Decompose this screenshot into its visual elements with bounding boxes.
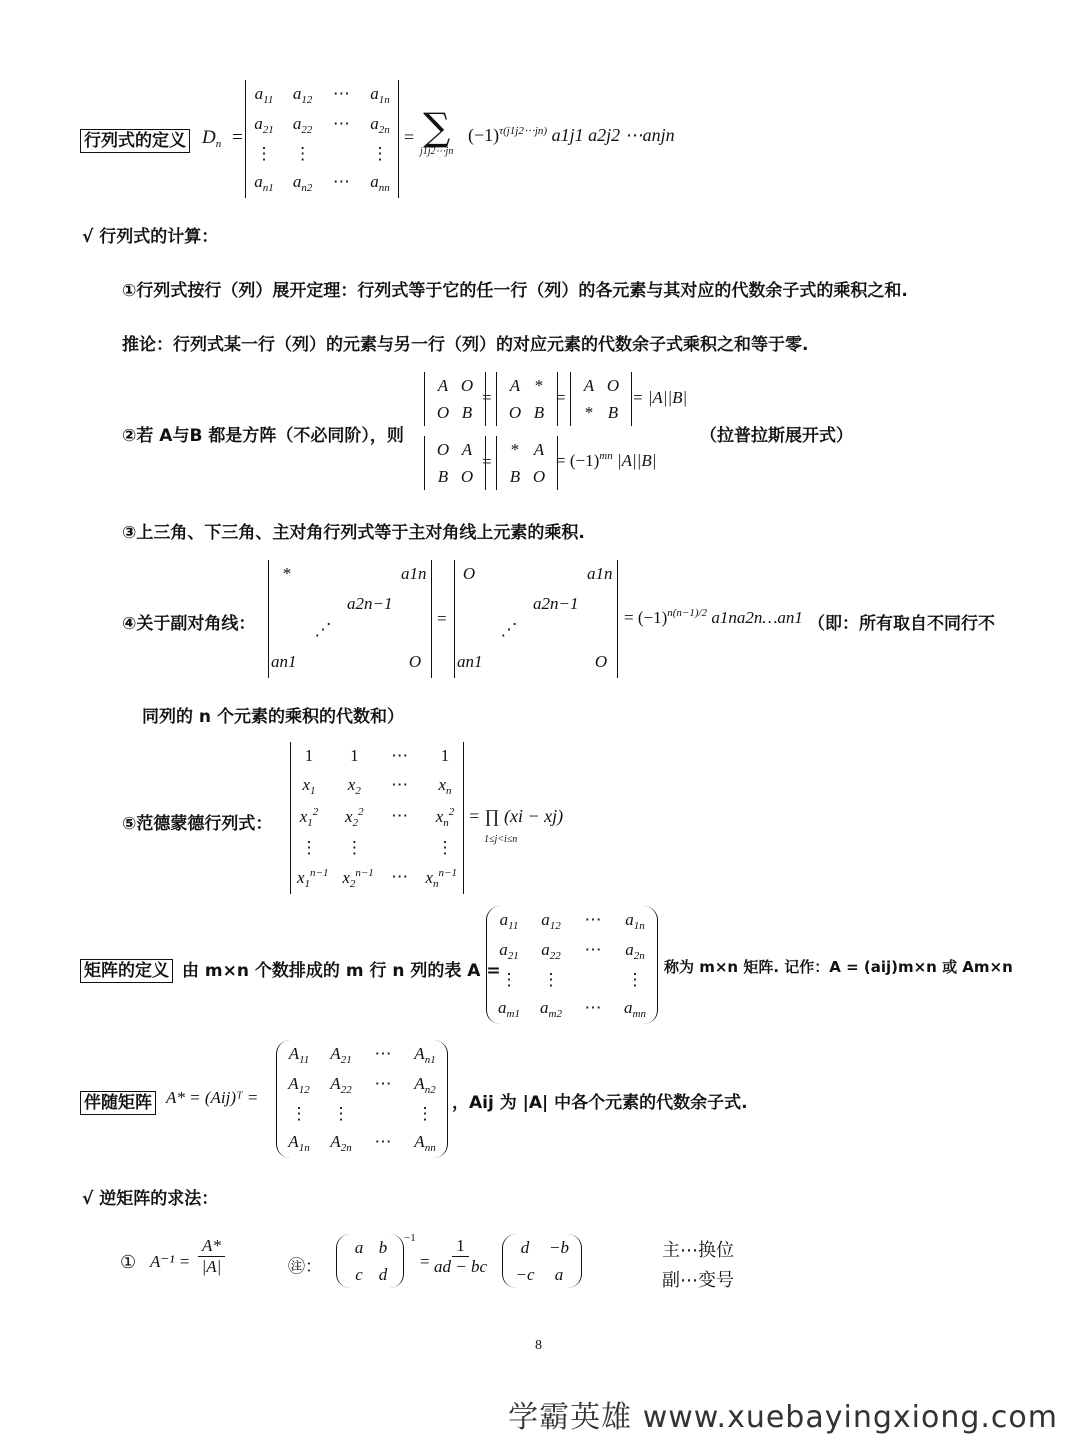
vandermonde-rhs: = ∏ (xi − xj) bbox=[468, 806, 564, 826]
laplace-note: （拉普拉斯展开式） bbox=[700, 426, 853, 446]
item2-text: ②若 A与B 都是方阵（不必同阶），则 bbox=[122, 426, 404, 446]
item4-det2: O a1n a2n−1 ⋰ an1 O bbox=[454, 560, 618, 678]
det-def-matrix: $a_{11}$ $a_{12}$ ⋯ $a_{1n}$ $a_{21}$ $a_{22}$ ⋯ $a_{2n}$ ⋮ ⋮ ⋮ $a_{n1}$ $a_{n2}$ ⋯ $a_{nn}$ bbox=[245, 80, 399, 198]
item2-row2-eq: = $(-1)^{mn}$ |A||B| bbox=[556, 450, 657, 470]
vandermonde-matrix: 1 1 ⋯ 1 $x_1$ $x_2$ ⋯ $x_n$ $x_1^2$ $x_2^2$ ⋯ $x_n^2$ ⋮ ⋮ ⋮ $x_1^{n-1}$ $x_2^{n-1}$ ⋯ $x_n^{n-1}$ bbox=[290, 742, 464, 894]
item2-d5: * A B O bbox=[496, 436, 558, 490]
inverse-item1-label: ① bbox=[120, 1252, 137, 1273]
adjoint-lhs: A* = (Aij)ᵀ = bbox=[166, 1088, 259, 1107]
det-def-term: $(-1)^{\tau(j1j2\cdots jn)}$ a1j1 a2j2 ⋯anjn bbox=[468, 125, 675, 145]
item2-d1: A O O B bbox=[424, 372, 486, 426]
item1-text: ①行列式按行（列）展开定理：行列式等于它的任一行（列）的各元素与其对应的代数余子式的乘积之和. bbox=[122, 281, 908, 301]
matrix-def-text: 由 m×n 个数排成的 m 行 n 列的表 A = bbox=[182, 961, 501, 981]
det-def-lhs: $D_n$ = bbox=[202, 127, 243, 150]
watermark: 学霸英雄 www.xuebayingxiong.com bbox=[508, 1400, 1058, 1435]
item4-label: ④关于副对角线： bbox=[122, 614, 256, 634]
adjoint-label: 伴随矩阵 bbox=[80, 1088, 156, 1113]
det-def-sum: ∑ j1j2⋯jn bbox=[420, 105, 454, 157]
item2-row1-eq: = |A||B| bbox=[632, 388, 688, 407]
inverse-note1: 主⋯换位 bbox=[662, 1240, 734, 1261]
inverse-mat-left: a b c d bbox=[336, 1234, 404, 1288]
matrix-def-tail: 称为 m×n 矩阵. 记作：A = (aij)m×n 或 Am×n bbox=[664, 958, 1013, 976]
corollary-text: 推论：行列式某一行（列）的元素与另一行（列）的对应元素的代数余子式乘积之和等于零. bbox=[122, 335, 809, 355]
adjoint-tail: ，Aij 为 |A| 中各个元素的代数余子式. bbox=[452, 1093, 748, 1113]
item4-det1: * a1n a2n−1 ⋰ an1 O bbox=[268, 560, 432, 678]
item5-label: ⑤范德蒙德行列式： bbox=[122, 814, 273, 834]
item4-note2: 同列的 n 个元素的乘积的代数和） bbox=[142, 707, 404, 727]
item3-text: ③上三角、下三角、主对角行列式等于主对角线上元素的乘积. bbox=[122, 523, 585, 543]
matrix-def-matrix: $a_{11}$ $a_{12}$ ⋯ $a_{1n}$ $a_{21}$ $a_{22}$ ⋯ $a_{2n}$ ⋮ ⋮ ⋮ $a_{m1}$ $a_{m2}$ ⋯ $a_{mn}$ bbox=[486, 906, 658, 1024]
item2-d3: A O * B bbox=[570, 372, 632, 426]
item2-d2: A * O B bbox=[496, 372, 558, 426]
inverse-frac: $\frac{1}{ad - bc}$ bbox=[434, 1236, 488, 1276]
inverse-note2: 副⋯变号 bbox=[662, 1270, 734, 1291]
inverse-mat-sup: −1 bbox=[404, 1232, 416, 1244]
inverse-item1-frac: $\frac{A*}{|A|}$ bbox=[198, 1236, 225, 1277]
calc-heading: √ 行列式的计算： bbox=[82, 227, 219, 247]
inverse-mat-right: d −b −c a bbox=[502, 1234, 582, 1288]
inverse-heading: √ 逆矩阵的求法： bbox=[82, 1189, 219, 1209]
item4-note: （即：所有取自不同行不 bbox=[808, 614, 995, 634]
page-number: 8 bbox=[535, 1338, 542, 1353]
item4-rhs: = $(-1)^{n(n-1)/2}$ a1na2n…an1 bbox=[624, 607, 803, 627]
det-def-label: 行列式的定义 bbox=[80, 126, 190, 151]
item2-d4: O A B O bbox=[424, 436, 486, 490]
vandermonde-prod-sub: 1≤j<i≤n bbox=[484, 834, 518, 845]
inverse-item1-lhs: A⁻¹ = bbox=[150, 1252, 191, 1271]
matrix-def-label: 矩阵的定义 bbox=[80, 956, 173, 981]
inverse-item2-label: ㊟： bbox=[288, 1257, 322, 1277]
adjoint-matrix: $A_{11}$ $A_{21}$ ⋯ $A_{n1}$ $A_{12}$ $A_{22}$ ⋯ $A_{n2}$ ⋮ ⋮ ⋮ $A_{1n}$ $A_{2n}$ ⋯ $A_{nn}$ bbox=[276, 1040, 448, 1158]
